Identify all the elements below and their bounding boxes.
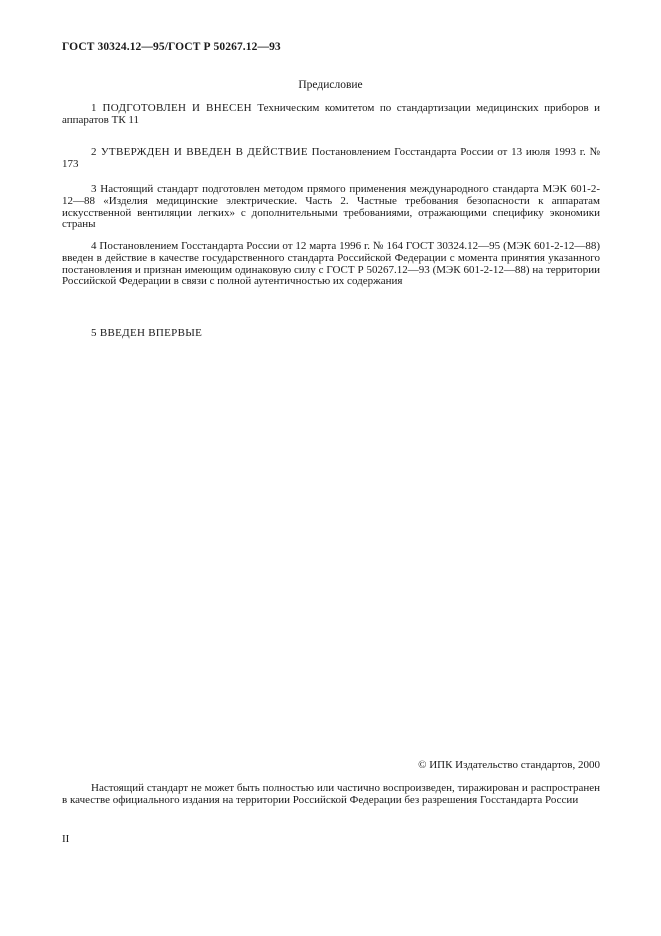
paragraph-lead: 2 УТВЕРЖДЕН И ВВЕДЕН В ДЕЙСТВИЕ [91,146,308,158]
paragraph-prepared-by [62,103,600,127]
paragraph-text: 4 Постановлением Госстандарта России от 12 марта 1996 г. № 164 ГОСТ 30324.12—95 (МЭК 601-2-12—88) введен в действие в качестве государственного стандарта Российской Федерации с момента принятия указанного постановления и признан имеющим одинаковую силу с ГОСТ Р 50267.12—93 (МЭК 601-2-12—88) на территории Российской Федерации в связи с полной аутентичностью их содержания [62,240,600,288]
document-code-header: ГОСТ 30324.12—95/ГОСТ Р 50267.12—93 [62,41,281,53]
copyright-line: © ИПК Издательство стандартов, 2000 [418,759,600,771]
paragraph-lead: 1 ПОДГОТОВЛЕН И ВНЕСЕН [91,102,252,114]
paragraph-text: Техническим комитетом по стандартизации медицинских приборов и аппаратов ТК 11 [62,102,600,126]
paragraph-text: Постановлением Госстандарта России от 13 июля 1993 г. № 173 [62,146,600,170]
paragraph-text: 3 Настоящий стандарт подготовлен методом прямого применения международного стандарта МЭК 601-2-12—88 «Изделия медицинские электрические. Часть 2. Частные требования безопасности к аппаратам искусственной вентиляции легких» с дополнительными требованиями, отражающими специфику экономики страны [62,183,600,231]
paragraph-lead: 5 ВВЕДЕН ВПЕРВЫЕ [91,327,203,339]
paragraph-method [62,184,600,231]
paragraph-first-introduced [62,328,600,340]
reproduction-notice: Настоящий стандарт не может быть полностью или частично воспроизведен, тиражирован и распространен в качестве официального издания на территории Российской Федерации без разрешения Госстандарта России [62,782,600,806]
paragraph-approved [62,147,600,171]
page-number: II [62,833,70,845]
page-title: Предисловие [298,79,363,91]
paragraph-enactment [62,241,600,288]
